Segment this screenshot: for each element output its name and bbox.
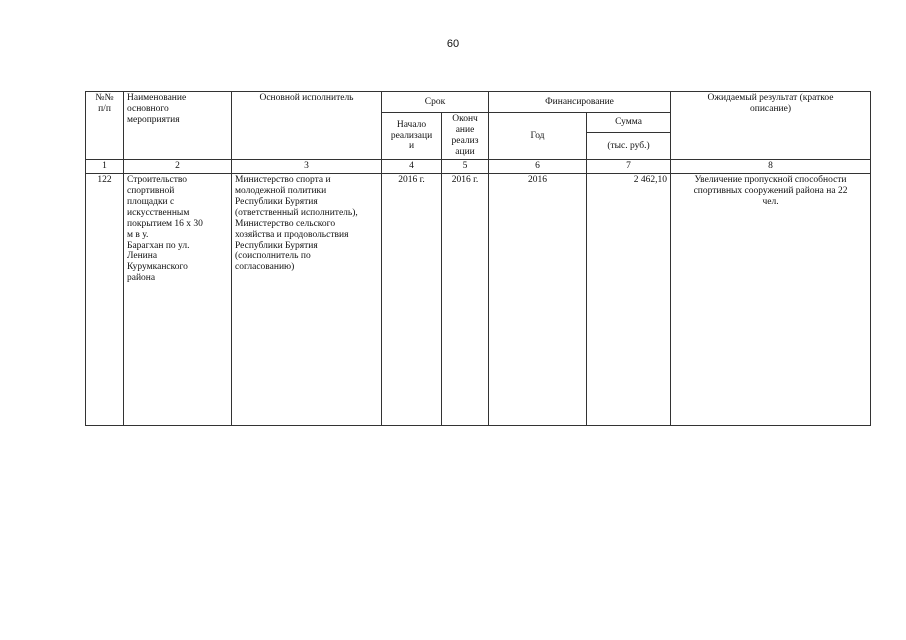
column-number: 2: [124, 160, 232, 174]
header-start: Начало реализаци и: [382, 113, 442, 160]
row-year: 2016: [489, 174, 587, 426]
program-table: [85, 91, 871, 426]
column-number: 8: [671, 160, 871, 174]
row-sum: 2 462,10: [587, 174, 671, 426]
row-end: 2016 г.: [442, 174, 489, 426]
header-executor: Основной исполнитель: [232, 92, 382, 160]
header-srok: Срок: [382, 92, 489, 113]
header-end: Оконч ание реализ ации: [442, 113, 489, 160]
header-sum: Сумма: [587, 113, 671, 133]
header-name: Наименование основного мероприятия: [124, 92, 232, 160]
column-number: 6: [489, 160, 587, 174]
column-number: 3: [232, 160, 382, 174]
page-number: 60: [446, 38, 460, 50]
row-executor: Министерство спорта и молодежной политики Республики Бурятия (ответственный исполнитель), Министерство сельского хозяйства и продовольствия Республики Бурятия (соисполнитель по согласованию): [232, 174, 382, 426]
row-start: 2016 г.: [382, 174, 442, 426]
column-number: 7: [587, 160, 671, 174]
column-number: 5: [442, 160, 489, 174]
header-result: Ожидаемый результат (краткое описание): [671, 92, 871, 160]
row-result: Увеличение пропускной способности спортивных сооружений района на 22 чел.: [671, 174, 871, 426]
header-year: Год: [489, 113, 587, 160]
header-sum-unit: (тыс. руб.): [587, 133, 671, 160]
row-num: 122: [86, 174, 124, 426]
column-number-row: [86, 160, 871, 174]
table-row: [86, 174, 871, 426]
row-name: Строительство спортивной площадки с искусственным покрытием 16 х 30 м в у. Барагхан по ул. Ленина Курумканского района: [124, 174, 232, 426]
header-num: №№ п/п: [86, 92, 124, 160]
column-number: 4: [382, 160, 442, 174]
header-financing: Финансирование: [489, 92, 671, 113]
column-number: 1: [86, 160, 124, 174]
